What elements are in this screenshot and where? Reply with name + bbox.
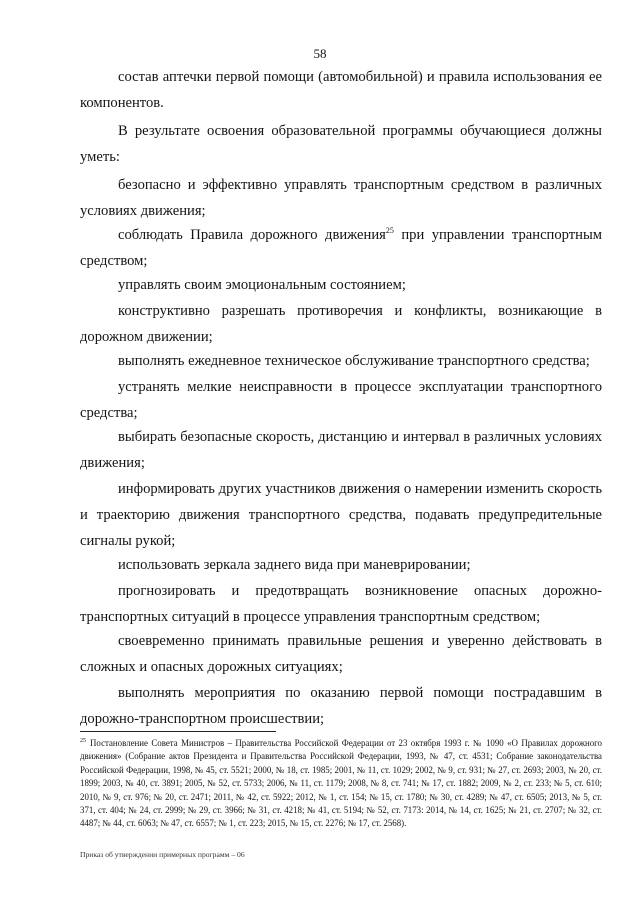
paragraph-skill-prediction: прогнозировать и предотвращать возникновение опасных дорожно-транспортных ситуаций в процессе управления транспортным средством; xyxy=(80,583,602,625)
paragraph-skill-speed-distance: выбирать безопасные скорость, дистанцию и интервал в различных условиях движения; xyxy=(80,429,602,471)
paragraph-skill-decisions: своевременно принимать правильные решения и уверенно действовать в сложных и опасных дорожных ситуациях; xyxy=(80,633,602,675)
paragraph-intro: В результате освоения образовательной программы обучающиеся должны уметь: xyxy=(80,123,602,165)
page-number: 58 xyxy=(313,46,327,61)
paragraph-skill-first-aid: выполнять мероприятия по оказанию первой помощи пострадавшим в дорожно-транспортном происшествии; xyxy=(80,685,602,727)
page-footer: Приказ об утверждении примерных программ – 06 xyxy=(80,850,245,859)
paragraph-skill-conflicts: конструктивно разрешать противоречия и конфликты, возникающие в дорожном движении; xyxy=(80,303,602,345)
paragraph-skill-signals: информировать других участников движения о намерении изменить скорость и траекторию движения транспортного средства, подавать предупредительные сигналы рукой; xyxy=(80,481,602,549)
footnote-text: Постановление Совета Министров – Правительства Российской Федерации от 23 октября 1993 г. № 1090 «О Правилах дорожного движения» (Собрание актов Президента и Правительства Российской Федерации, 1993, № 47, ст. 4531; Собрание законодательства Российской Федерации, 1998, № 45, ст. 5521; 2000, № 18, ст. 1985; 2001, № 11, ст. 1029; 2002, № 9, ст. 931; № 27, ст. 2693; 2003, № 20, ст. 1899; 2003, № 40, ст. 3891; 2005, № 52, ст. 5733; 2006, № 11, ст. 1179; 2008, № 8, ст. 741; № 17, ст. 1882; 2009, № 2, ст. 233; № 5, ст. 610; 2010, № 9, ст. 976; № 20, ст. 2471; 2011, № 42, ст. 5922; 2012, № 1, ст. 154; № 15, ст. 1780; № 30, ст. 4289; № 47, ст. 6505; 2013, № 5, ст. 371, ст. 404; № 24, ст. 2999; № 29, ст. 3966; № 31, ст. 4218; № 41, ст. 5194; № 52, ст. 7173: 2014, № 14, ст. 1625; № 21, ст. 2707; № 32, ст. 4487; № 44, ст. 6063; № 47, ст. 6557; № 1, ст. 223; 2015, № 15, ст. 2276; № 17, ст. 2568). xyxy=(80,738,602,829)
paragraph-skill-maintenance: выполнять ежедневное техническое обслуживание транспортного средства; xyxy=(118,353,590,369)
footnote-number: 25 xyxy=(80,738,86,744)
paragraph-skill-emotions: управлять своим эмоциональным состоянием; xyxy=(118,277,406,293)
footnote-divider xyxy=(80,731,276,732)
paragraph-skill-traffic-rules: соблюдать Правила дорожного движения$^{25}$ при управлении транспортным средством; xyxy=(80,226,602,269)
footnote xyxy=(80,737,602,831)
paragraph-first-aid-kit: состав аптечки первой помощи (автомобильной) и правила использования ее компонентов. xyxy=(80,69,602,111)
footnote-reference: 25 xyxy=(385,226,394,235)
paragraph-skill-mirrors: использовать зеркала заднего вида при маневрировании; xyxy=(118,557,471,573)
paragraph-skill-drive-safely: безопасно и эффективно управлять транспортным средством в различных условиях движения; xyxy=(80,177,602,219)
paragraph-skill-repairs: устранять мелкие неисправности в процессе эксплуатации транспортного средства; xyxy=(80,379,602,421)
